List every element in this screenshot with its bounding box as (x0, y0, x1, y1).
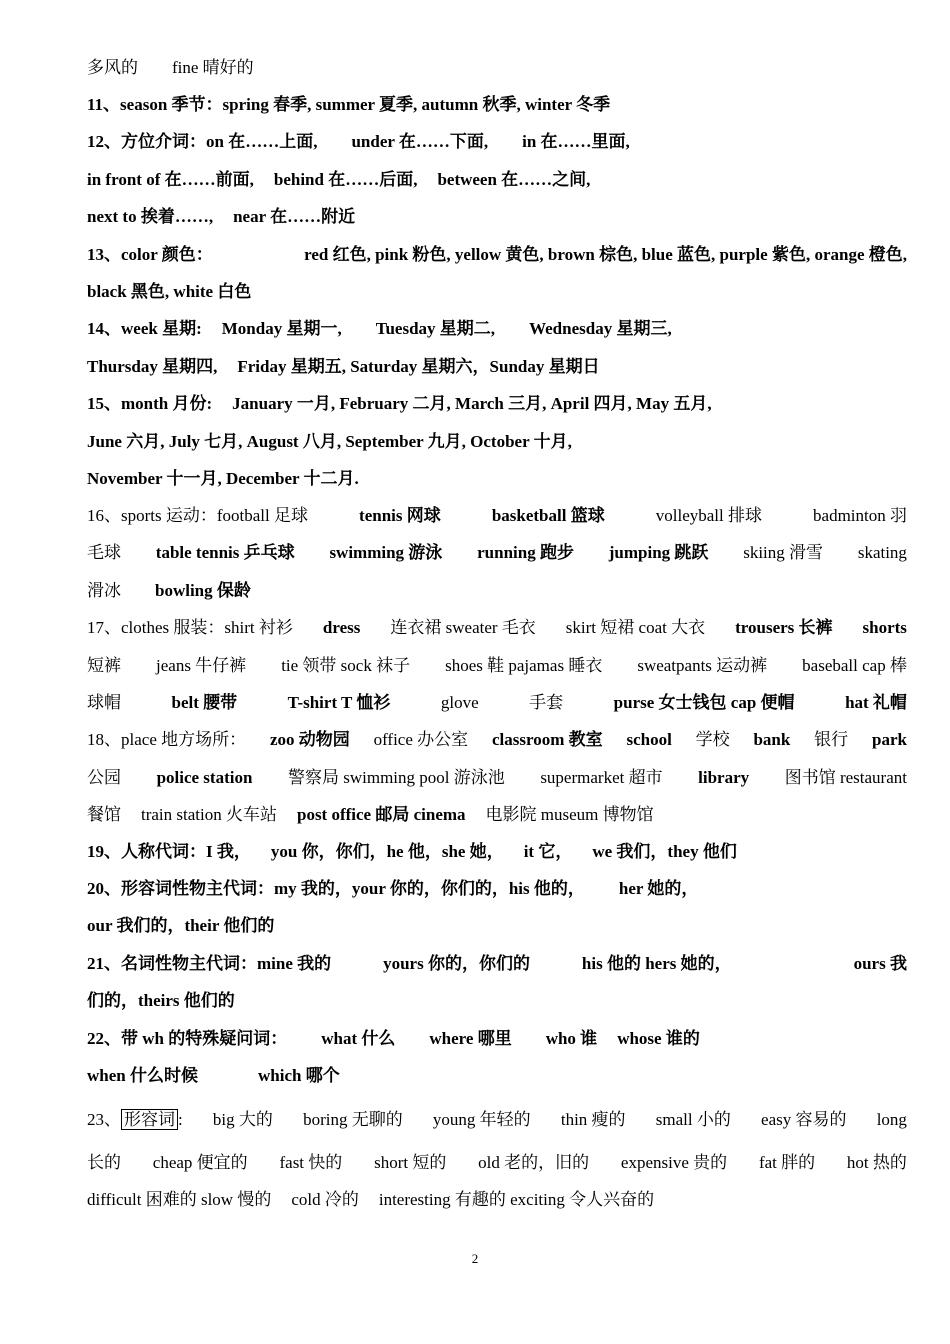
text-line: Thursday 星期四, Friday 星期五, Saturday 星期六，Sunday 星期日 (87, 357, 600, 376)
text-line: 18、place 地方场所： zoo 动物园 office 办公室 classroom 教室 school 学校 bank 银行 park (87, 730, 907, 749)
text-line: November 十一月, December 十二月. (87, 469, 359, 488)
text-line: 21、名词性物主代词：mine 我的 yours 你的，你们的 his 他的 hers 她的， ours 我 (87, 954, 907, 973)
text-line: next to 挨着……, near 在……附近 (87, 207, 356, 226)
text-line: 13、color 颜色： red 红色, pink 粉色, yellow 黄色, brown 棕色, blue 蓝色, purple 紫色, orange 橙色, (87, 245, 907, 264)
text-line: 20、形容词性物主代词：my 我的，your 你的，你们的，his 他的， her 她的， (87, 879, 699, 898)
text-line: 长的 cheap 便宜的 fast 快的 short 短的 old 老的，旧的 expensive 贵的 fat 胖的 hot 热的 (87, 1153, 907, 1172)
text-line: when 什么时候 which 哪个 (87, 1066, 340, 1085)
text-line: 11、season 季节：spring 春季, summer 夏季, autumn 秋季, winter 冬季 (87, 95, 611, 114)
text-line: 短裤 jeans 牛仔裤 tie 领带 sock 袜子 shoes 鞋 pajamas 睡衣 sweatpants 运动裤 baseball cap 棒 (87, 656, 907, 675)
text-line: in front of 在……前面, behind 在……后面, between 在……之间, (87, 170, 591, 189)
text-line: 17、clothes 服装：shirt 衬衫 dress 连衣裙 sweater 毛衣 skirt 短裙 coat 大衣 trousers 长裤 shorts (87, 618, 907, 637)
text-line: our 我们的，their 他们的 (87, 916, 275, 935)
text-line: 14、week 星期: Monday 星期一, Tuesday 星期二, Wednesday 星期三, (87, 319, 672, 338)
text-line: 公园 police station 警察局 swimming pool 游泳池 supermarket 超市 library 图书馆 restaurant (87, 768, 907, 787)
text-line: 19、人称代词：I 我， you 你，你们，he 他，she 她， it 它， we 我们，they 他们 (87, 842, 737, 861)
text-line: 们的，theirs 他们的 (87, 991, 235, 1010)
text-line: 毛球 table tennis 乒乓球 swimming 游泳 running 跑步 jumping 跳跃 skiing 滑雪 skating (87, 543, 907, 562)
text-line: 23、 形容词 : big 大的 boring 无聊的 young 年轻的 thin 瘦的 small 小的 easy 容易的 long (87, 1110, 907, 1129)
text-line: 多风的 fine 晴好的 (87, 58, 254, 77)
text-line: difficult 困难的 slow 慢的 cold 冷的 interesting 有趣的 exciting 令人兴奋的 (87, 1190, 655, 1209)
text-line: 滑冰 bowling 保龄 (87, 581, 251, 600)
boxed-term: 形容词 (121, 1109, 178, 1130)
text-line: 12、方位介词：on 在……上面, under 在……下面, in 在……里面, (87, 132, 630, 151)
text-line: June 六月, July 七月, August 八月, September 九月, October 十月, (87, 432, 572, 451)
text-line: 球帽 belt 腰带 T-shirt T 恤衫 glove 手套 purse 女士钱包 cap 便帽 hat 礼帽 (87, 693, 907, 712)
text-line: 餐馆 train station 火车站 post office 邮局 cinema 电影院 museum 博物馆 (87, 805, 654, 824)
text-line: 22、带 wh 的特殊疑问词： what 什么 where 哪里 who 谁 whose 谁的 (87, 1029, 700, 1048)
text-line: black 黑色, white 白色 (87, 282, 252, 301)
text-line: 16、sports 运动：football 足球 tennis 网球 basketball 篮球 volleyball 排球 badminton 羽 (87, 506, 907, 525)
text-line: 15、month 月份: January 一月, February 二月, March 三月, April 四月, May 五月, (87, 394, 712, 413)
page-number: 2 (471, 1251, 479, 1266)
